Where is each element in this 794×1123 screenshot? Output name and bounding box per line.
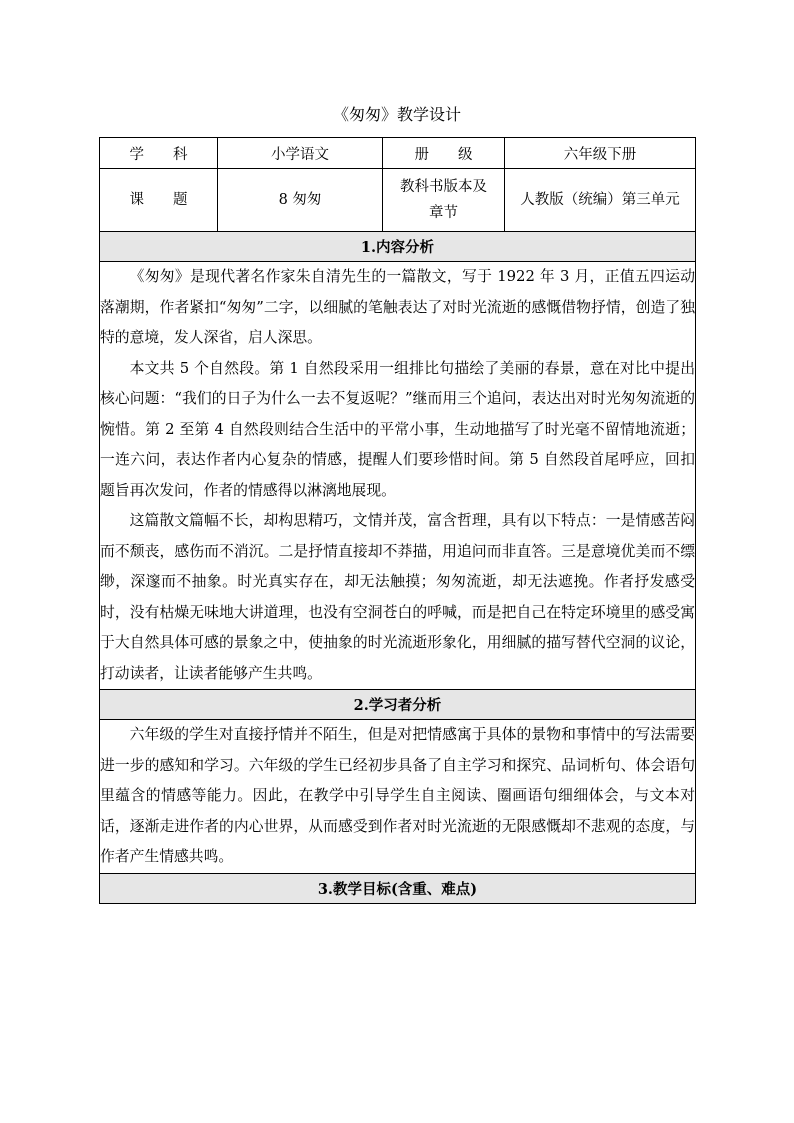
section-heading-row [100, 690, 696, 720]
subject-value: 小学语文 [218, 138, 383, 169]
lesson-value: 8 匆匆 [218, 169, 383, 232]
section-heading: 3.教学目标(含重、难点) [100, 873, 696, 903]
section-body-row [100, 720, 696, 874]
body-paragraph: 六年级的学生对直接抒情并不陌生，但是对把情感寓于具体的景物和事情中的写法需要进一步的感知和学习。六年级的学生已经初步具备了自主学习和探究、品词析句、体会语句里蕴含的情感等能力。因此，在教学中引导学生自主阅读、圈画语句细细体会，与文本对话，逐渐走进作者的内心世界，从而感受到作者对时光流逝的无限感慨却不悲观的态度，与作者产生情感共鸣。 [100, 726, 695, 865]
volume-label: 册 级 [383, 138, 505, 169]
edition-value: 人教版（统编）第三单元 [505, 169, 696, 232]
section-heading-row [100, 873, 696, 903]
info-row-lesson [100, 169, 696, 232]
body-paragraph: 《匆匆》是现代著名作家朱自清先生的一篇散文，写于 1922 年 3 月，正值五四运动落潮期，作者紧扣“匆匆”二字，以细腻的笔触表达了对时光流逝的感慨借物抒情，创造了独特的意境，发人深省，启人深思。 [100, 268, 695, 346]
section-body [100, 262, 696, 690]
section-heading: 1.内容分析 [100, 232, 696, 262]
volume-value: 六年级下册 [505, 138, 696, 169]
body-paragraph: 这篇散文篇幅不长，却构思精巧，文情并茂，富含哲理，具有以下特点：一是情感苦闷而不颓丧，感伤而不消沉。二是抒情直接却不莽描，用追问而非直答。三是意境优美而不缥缈，深邃而不抽象。时光真实存在，却无法触摸；匆匆流逝，却无法遮挽。作者抒发感受时，没有枯燥无味地大讲道理，也没有空洞苍白的呼喊，而是把自己在特定环境里的感受寓于大自然具体可感的景象之中，使抽象的时光流逝形象化，用细腻的描写替代空洞的议论，打动读者，让读者能够产生共鸣。 [100, 512, 695, 682]
section-body [100, 720, 696, 874]
document-title: 《匆匆》教学设计 [332, 105, 461, 124]
subject-label: 学 科 [100, 138, 218, 169]
section-heading-row [100, 232, 696, 262]
lesson-plan-table [99, 137, 696, 904]
section-body-row [100, 262, 696, 690]
info-row-subject [100, 138, 696, 169]
body-paragraph: 本文共 5 个自然段。第 1 自然段采用一组排比句描绘了美丽的春景，意在对比中提出核心问题：“我们的日子为什么一去不复返呢？”继而用三个追问，表达出对时光匆匆流逝的惋惜。第 2 至第 4 自然段则结合生活中的平常小事，生动地描写了时光毫不留情地流逝；一连六问，表达作者内心复杂的情感，提醒人们要珍惜时间。第 5 自然段首尾呼应，回扣题旨再次发问，作者的情感得以淋漓地展现。 [100, 359, 695, 499]
section-heading: 2.学习者分析 [100, 690, 696, 720]
lesson-label: 课 题 [100, 169, 218, 232]
edition-label: 教科书版本及章节 [383, 169, 505, 232]
